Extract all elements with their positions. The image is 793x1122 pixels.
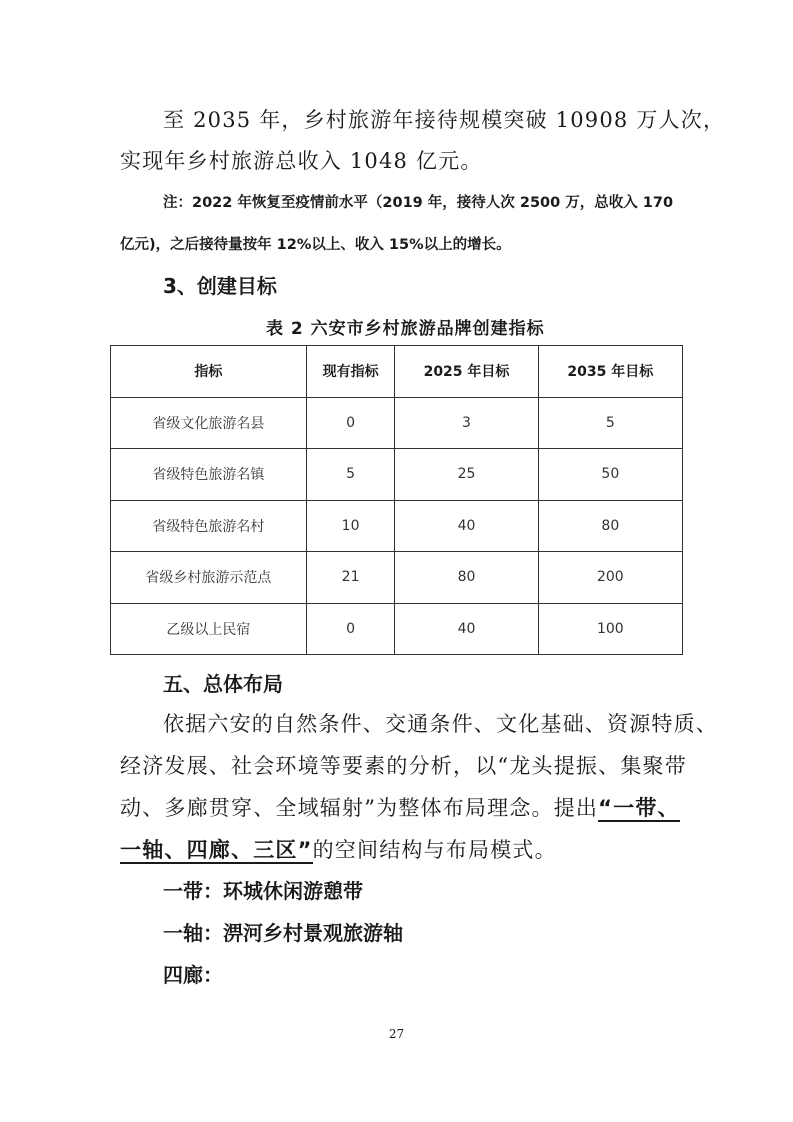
- indicator-table: [110, 345, 683, 655]
- paragraph-line: 依据六安的自然条件、交通条件、文化基础、资源特质、: [163, 712, 718, 736]
- table-header-cell: 2025 年目标: [395, 346, 538, 398]
- paragraph-text: 动、多廊贯穿、全域辐射”为整体布局理念。提出: [120, 796, 599, 820]
- emphasis-text: “一带、: [598, 796, 680, 820]
- paragraph-line: [120, 792, 680, 822]
- table-cell: 10: [306, 500, 395, 552]
- table-header-cell: 指标: [111, 346, 307, 398]
- table-row: [111, 552, 683, 604]
- table-cell: 省级乡村旅游示范点: [111, 552, 307, 604]
- table-cell: 0: [306, 603, 395, 655]
- table-cell: 省级文化旅游名县: [111, 397, 307, 449]
- page-number: 27: [388, 1027, 405, 1041]
- table-cell: 省级特色旅游名村: [111, 500, 307, 552]
- table-row: [111, 397, 683, 449]
- table-header-row: [111, 346, 683, 398]
- list-item-axis: 一轴：淠河乡村景观旅游轴: [163, 921, 403, 945]
- list-item-belt: 一带：环城休闲游憩带: [163, 879, 363, 903]
- table-cell: 25: [395, 449, 538, 501]
- table-cell: 省级特色旅游名镇: [111, 449, 307, 501]
- table-header-cell: 现有指标: [306, 346, 395, 398]
- table-header-cell: 2035 年目标: [538, 346, 682, 398]
- note-line: 亿元)，之后接待量按年 12%以上、收入 15%以上的增长。: [120, 237, 511, 253]
- list-item-corridors: 四廊：: [163, 963, 223, 987]
- paragraph-text: 的空间结构与布局模式。: [312, 838, 557, 862]
- table-cell: 80: [395, 552, 538, 604]
- table-cell: 5: [538, 397, 682, 449]
- table-cell: 乙级以上民宿: [111, 603, 307, 655]
- paragraph-line: [120, 834, 557, 864]
- table-cell: 40: [395, 500, 538, 552]
- table-cell: 40: [395, 603, 538, 655]
- table-cell: 100: [538, 603, 682, 655]
- paragraph-line: 实现年乡村旅游总收入 1048 亿元。: [120, 149, 483, 173]
- note-line: 注：2022 年恢复至疫情前水平（2019 年，接待人次 2500 万，总收入 170: [163, 195, 674, 211]
- table-cell: 21: [306, 552, 395, 604]
- table-caption: 表 2 六安市乡村旅游品牌创建指标: [266, 319, 545, 339]
- section-heading: 五、总体布局: [163, 672, 283, 696]
- emphasis-text: 一轴、四廊、三区”: [120, 838, 313, 862]
- paragraph-line: 经济发展、社会环境等要素的分析，以“龙头提振、集聚带: [120, 754, 687, 778]
- table-cell: 50: [538, 449, 682, 501]
- table-row: [111, 449, 683, 501]
- table-cell: 0: [306, 397, 395, 449]
- section-heading: 3、创建目标: [163, 274, 277, 298]
- table-row: [111, 603, 683, 655]
- table-cell: 5: [306, 449, 395, 501]
- table-row: [111, 500, 683, 552]
- table-cell: 200: [538, 552, 682, 604]
- table-cell: 3: [395, 397, 538, 449]
- paragraph-line: 至 2035 年，乡村旅游年接待规模突破 10908 万人次，: [163, 108, 726, 132]
- table-cell: 80: [538, 500, 682, 552]
